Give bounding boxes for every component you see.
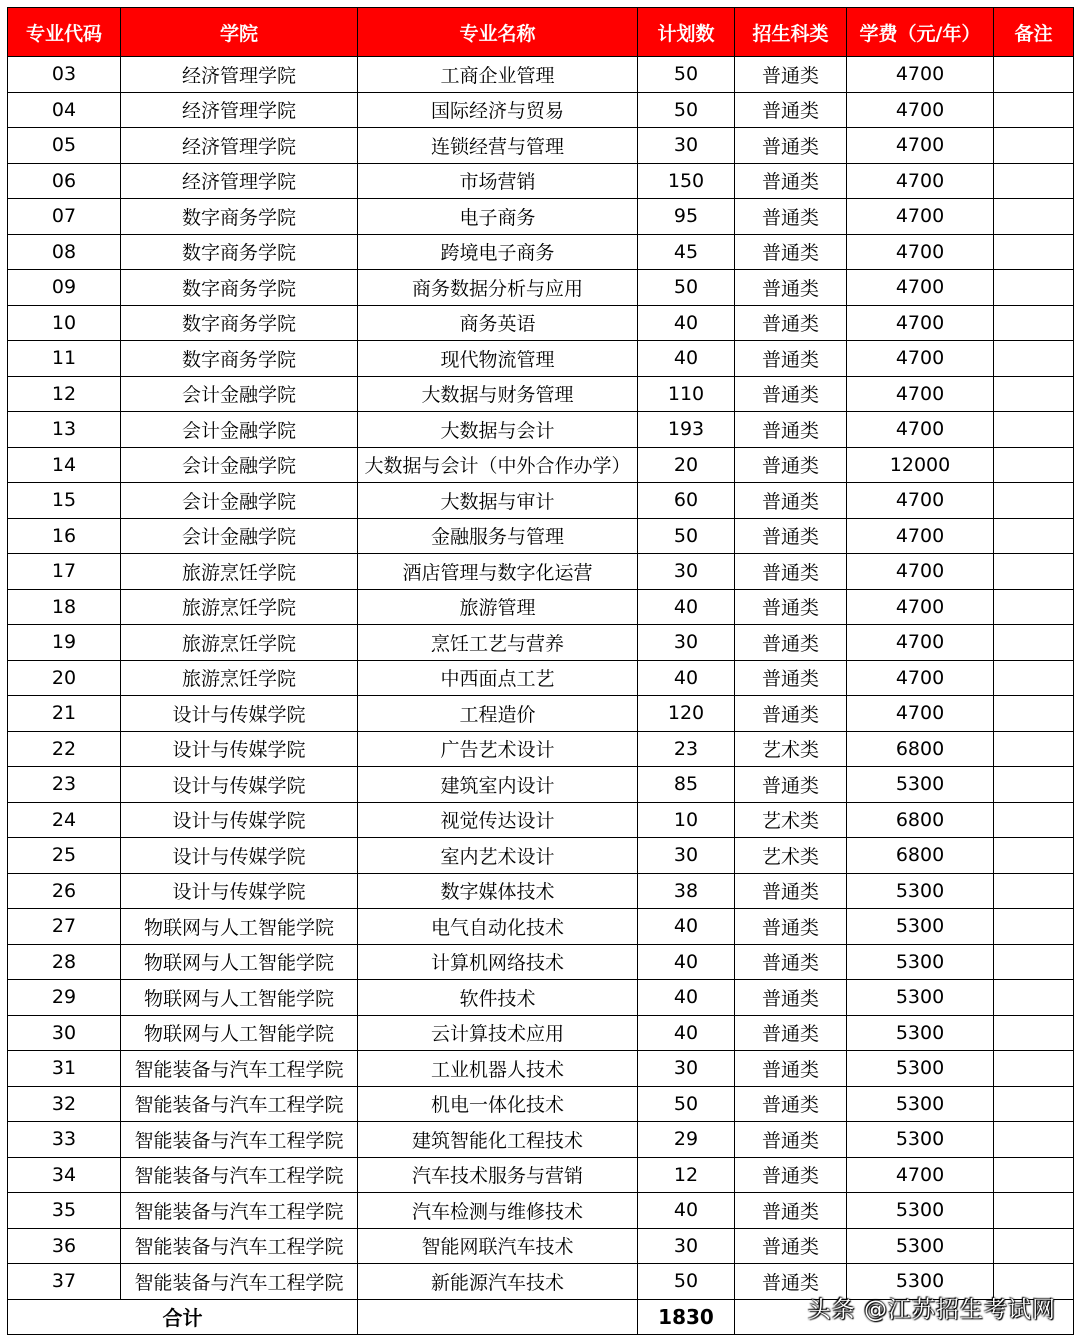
cell-college: 会计金融学院 — [121, 412, 358, 448]
cell-major-name: 商务英语 — [358, 305, 638, 341]
table-row — [8, 731, 1074, 767]
cell-category: 普通类 — [735, 873, 847, 909]
cell-remarks — [994, 518, 1074, 554]
cell-college: 旅游烹饪学院 — [121, 589, 358, 625]
cell-major-code: 26 — [8, 873, 121, 909]
cell-college: 智能装备与汽车工程学院 — [121, 1122, 358, 1158]
cell-college: 智能装备与汽车工程学院 — [121, 1264, 358, 1300]
cell-college: 经济管理学院 — [121, 57, 358, 93]
cell-major-code: 37 — [8, 1264, 121, 1300]
cell-plan-count: 60 — [638, 483, 735, 519]
cell-remarks — [994, 1228, 1074, 1264]
cell-remarks — [994, 92, 1074, 128]
cell-major-name: 中西面点工艺 — [358, 660, 638, 696]
cell-major-code: 19 — [8, 625, 121, 661]
cell-college: 设计与传媒学院 — [121, 731, 358, 767]
cell-tuition: 4700 — [847, 518, 994, 554]
cell-remarks — [994, 909, 1074, 945]
table-row — [8, 163, 1074, 199]
header-college: 学院 — [121, 8, 358, 57]
cell-plan-count: 30 — [638, 1228, 735, 1264]
cell-plan-count: 110 — [638, 376, 735, 412]
cell-plan-count: 40 — [638, 589, 735, 625]
table-header — [8, 8, 1074, 57]
table-row — [8, 767, 1074, 803]
cell-college: 设计与传媒学院 — [121, 838, 358, 874]
cell-category: 普通类 — [735, 1157, 847, 1193]
cell-major-name: 大数据与会计 — [358, 412, 638, 448]
cell-plan-count: 193 — [638, 412, 735, 448]
cell-major-name: 大数据与会计（中外合作办学） — [358, 447, 638, 483]
table-row — [8, 518, 1074, 554]
cell-tuition: 5300 — [847, 944, 994, 980]
cell-major-code: 34 — [8, 1157, 121, 1193]
header-remarks: 备注 — [994, 8, 1074, 57]
cell-major-name: 现代物流管理 — [358, 341, 638, 377]
table-row — [8, 980, 1074, 1016]
cell-college: 智能装备与汽车工程学院 — [121, 1051, 358, 1087]
cell-major-name: 商务数据分析与应用 — [358, 270, 638, 306]
table-row — [8, 1122, 1074, 1158]
cell-plan-count: 120 — [638, 696, 735, 732]
cell-tuition: 4700 — [847, 589, 994, 625]
cell-tuition: 5300 — [847, 1086, 994, 1122]
cell-major-name: 国际经济与贸易 — [358, 92, 638, 128]
cell-category: 普通类 — [735, 625, 847, 661]
table-row — [8, 944, 1074, 980]
table-row — [8, 447, 1074, 483]
table-row — [8, 483, 1074, 519]
cell-major-code: 18 — [8, 589, 121, 625]
cell-category: 普通类 — [735, 1264, 847, 1300]
cell-tuition: 4700 — [847, 483, 994, 519]
cell-plan-count: 50 — [638, 1264, 735, 1300]
cell-category: 普通类 — [735, 1086, 847, 1122]
table-row — [8, 376, 1074, 412]
total-plan-count: 1830 — [638, 1299, 735, 1335]
cell-category: 普通类 — [735, 199, 847, 235]
cell-remarks — [994, 270, 1074, 306]
cell-major-code: 08 — [8, 234, 121, 270]
cell-remarks — [994, 1122, 1074, 1158]
cell-major-name: 烹饪工艺与营养 — [358, 625, 638, 661]
cell-plan-count: 30 — [638, 1051, 735, 1087]
cell-category: 普通类 — [735, 518, 847, 554]
cell-remarks — [994, 873, 1074, 909]
cell-major-name: 大数据与审计 — [358, 483, 638, 519]
cell-major-code: 20 — [8, 660, 121, 696]
cell-major-name: 跨境电子商务 — [358, 234, 638, 270]
total-empty-cell — [358, 1299, 638, 1335]
header-major-name: 专业名称 — [358, 8, 638, 57]
cell-tuition: 12000 — [847, 447, 994, 483]
cell-major-code: 15 — [8, 483, 121, 519]
cell-plan-count: 50 — [638, 518, 735, 554]
cell-remarks — [994, 980, 1074, 1016]
cell-plan-count: 40 — [638, 660, 735, 696]
cell-major-code: 09 — [8, 270, 121, 306]
header-major-code: 专业代码 — [8, 8, 121, 57]
cell-major-name: 建筑室内设计 — [358, 767, 638, 803]
cell-major-code: 17 — [8, 554, 121, 590]
cell-college: 数字商务学院 — [121, 270, 358, 306]
table-row — [8, 1086, 1074, 1122]
cell-major-name: 汽车技术服务与营销 — [358, 1157, 638, 1193]
cell-category: 普通类 — [735, 412, 847, 448]
cell-category: 普通类 — [735, 234, 847, 270]
cell-college: 物联网与人工智能学院 — [121, 980, 358, 1016]
cell-tuition: 4700 — [847, 412, 994, 448]
cell-plan-count: 50 — [638, 92, 735, 128]
cell-remarks — [994, 1157, 1074, 1193]
cell-tuition: 4700 — [847, 57, 994, 93]
cell-remarks — [994, 1086, 1074, 1122]
cell-plan-count: 50 — [638, 270, 735, 306]
table-row — [8, 625, 1074, 661]
cell-tuition: 4700 — [847, 1157, 994, 1193]
cell-remarks — [994, 483, 1074, 519]
cell-college: 物联网与人工智能学院 — [121, 909, 358, 945]
cell-category: 普通类 — [735, 1015, 847, 1051]
cell-remarks — [994, 554, 1074, 590]
table-row — [8, 1193, 1074, 1229]
cell-category: 普通类 — [735, 1193, 847, 1229]
cell-major-code: 32 — [8, 1086, 121, 1122]
cell-major-code: 11 — [8, 341, 121, 377]
cell-major-code: 29 — [8, 980, 121, 1016]
cell-plan-count: 30 — [638, 838, 735, 874]
cell-tuition: 4700 — [847, 341, 994, 377]
cell-college: 设计与传媒学院 — [121, 767, 358, 803]
cell-major-code: 10 — [8, 305, 121, 341]
cell-category: 普通类 — [735, 163, 847, 199]
cell-tuition: 4700 — [847, 660, 994, 696]
cell-remarks — [994, 57, 1074, 93]
cell-tuition: 5300 — [847, 909, 994, 945]
cell-major-name: 软件技术 — [358, 980, 638, 1016]
cell-plan-count: 95 — [638, 199, 735, 235]
table-row — [8, 660, 1074, 696]
cell-tuition: 4700 — [847, 270, 994, 306]
cell-college: 数字商务学院 — [121, 341, 358, 377]
enrollment-plan-table — [7, 7, 1074, 1335]
cell-remarks — [994, 128, 1074, 164]
table-row — [8, 873, 1074, 909]
table-row — [8, 57, 1074, 93]
cell-remarks — [994, 1015, 1074, 1051]
cell-category: 普通类 — [735, 376, 847, 412]
cell-major-code: 35 — [8, 1193, 121, 1229]
cell-major-name: 计算机网络技术 — [358, 944, 638, 980]
cell-college: 数字商务学院 — [121, 199, 358, 235]
cell-remarks — [994, 305, 1074, 341]
cell-major-code: 25 — [8, 838, 121, 874]
cell-tuition: 5300 — [847, 1122, 994, 1158]
cell-remarks — [994, 234, 1074, 270]
cell-college: 设计与传媒学院 — [121, 802, 358, 838]
cell-plan-count: 50 — [638, 1086, 735, 1122]
cell-remarks — [994, 412, 1074, 448]
cell-major-code: 12 — [8, 376, 121, 412]
cell-remarks — [994, 696, 1074, 732]
table-row — [8, 305, 1074, 341]
cell-major-code: 05 — [8, 128, 121, 164]
cell-college: 智能装备与汽车工程学院 — [121, 1157, 358, 1193]
cell-tuition: 5300 — [847, 1264, 994, 1300]
cell-tuition: 4700 — [847, 696, 994, 732]
total-label: 合计 — [8, 1299, 358, 1335]
cell-major-name: 旅游管理 — [358, 589, 638, 625]
cell-plan-count: 30 — [638, 128, 735, 164]
cell-tuition: 4700 — [847, 163, 994, 199]
cell-major-name: 广告艺术设计 — [358, 731, 638, 767]
cell-tuition: 5300 — [847, 980, 994, 1016]
cell-category: 普通类 — [735, 696, 847, 732]
cell-major-name: 工业机器人技术 — [358, 1051, 638, 1087]
cell-college: 会计金融学院 — [121, 518, 358, 554]
cell-category: 普通类 — [735, 909, 847, 945]
table-row — [8, 909, 1074, 945]
cell-plan-count: 29 — [638, 1122, 735, 1158]
table-row — [8, 838, 1074, 874]
cell-major-name: 智能网联汽车技术 — [358, 1228, 638, 1264]
table-row — [8, 234, 1074, 270]
table-row — [8, 412, 1074, 448]
cell-category: 普通类 — [735, 660, 847, 696]
cell-major-code: 16 — [8, 518, 121, 554]
cell-major-name: 市场营销 — [358, 163, 638, 199]
cell-category: 普通类 — [735, 767, 847, 803]
cell-major-name: 工商企业管理 — [358, 57, 638, 93]
cell-major-name: 电子商务 — [358, 199, 638, 235]
cell-college: 会计金融学院 — [121, 483, 358, 519]
cell-plan-count: 150 — [638, 163, 735, 199]
cell-major-code: 03 — [8, 57, 121, 93]
cell-category: 普通类 — [735, 980, 847, 1016]
cell-college: 经济管理学院 — [121, 163, 358, 199]
cell-plan-count: 38 — [638, 873, 735, 909]
cell-college: 设计与传媒学院 — [121, 696, 358, 732]
cell-tuition: 4700 — [847, 128, 994, 164]
cell-major-code: 33 — [8, 1122, 121, 1158]
cell-tuition: 4700 — [847, 92, 994, 128]
cell-remarks — [994, 660, 1074, 696]
cell-college: 智能装备与汽车工程学院 — [121, 1228, 358, 1264]
cell-tuition: 6800 — [847, 838, 994, 874]
cell-major-name: 工程造价 — [358, 696, 638, 732]
cell-major-name: 云计算技术应用 — [358, 1015, 638, 1051]
cell-plan-count: 85 — [638, 767, 735, 803]
cell-tuition: 4700 — [847, 234, 994, 270]
cell-category: 普通类 — [735, 305, 847, 341]
cell-remarks — [994, 199, 1074, 235]
table-row — [8, 1228, 1074, 1264]
cell-plan-count: 50 — [638, 57, 735, 93]
cell-category: 艺术类 — [735, 802, 847, 838]
cell-category: 普通类 — [735, 270, 847, 306]
cell-tuition: 4700 — [847, 376, 994, 412]
cell-tuition: 4700 — [847, 625, 994, 661]
table-row — [8, 802, 1074, 838]
table-row — [8, 92, 1074, 128]
cell-category: 普通类 — [735, 1051, 847, 1087]
cell-plan-count: 12 — [638, 1157, 735, 1193]
table-row — [8, 270, 1074, 306]
cell-college: 经济管理学院 — [121, 128, 358, 164]
cell-tuition: 5300 — [847, 767, 994, 803]
cell-tuition: 6800 — [847, 802, 994, 838]
cell-major-code: 28 — [8, 944, 121, 980]
cell-tuition: 5300 — [847, 1051, 994, 1087]
cell-plan-count: 10 — [638, 802, 735, 838]
cell-major-name: 视觉传达设计 — [358, 802, 638, 838]
cell-plan-count: 40 — [638, 1015, 735, 1051]
cell-major-code: 13 — [8, 412, 121, 448]
cell-tuition: 4700 — [847, 305, 994, 341]
watermark: 头条 @江苏招生考试网 — [807, 1297, 1056, 1323]
cell-major-name: 大数据与财务管理 — [358, 376, 638, 412]
table-row — [8, 554, 1074, 590]
cell-major-code: 23 — [8, 767, 121, 803]
cell-tuition: 4700 — [847, 554, 994, 590]
cell-major-code: 31 — [8, 1051, 121, 1087]
cell-category: 普通类 — [735, 57, 847, 93]
cell-plan-count: 40 — [638, 305, 735, 341]
cell-major-code: 24 — [8, 802, 121, 838]
cell-major-code: 21 — [8, 696, 121, 732]
cell-major-name: 金融服务与管理 — [358, 518, 638, 554]
table-row — [8, 1157, 1074, 1193]
cell-category: 普通类 — [735, 447, 847, 483]
cell-remarks — [994, 802, 1074, 838]
cell-remarks — [994, 731, 1074, 767]
cell-category: 艺术类 — [735, 731, 847, 767]
cell-college: 旅游烹饪学院 — [121, 554, 358, 590]
cell-major-code: 30 — [8, 1015, 121, 1051]
cell-college: 数字商务学院 — [121, 234, 358, 270]
table-row — [8, 128, 1074, 164]
cell-major-code: 06 — [8, 163, 121, 199]
table-body — [8, 57, 1074, 1335]
cell-college: 智能装备与汽车工程学院 — [121, 1193, 358, 1229]
cell-college: 数字商务学院 — [121, 305, 358, 341]
cell-remarks — [994, 163, 1074, 199]
table-row — [8, 199, 1074, 235]
cell-tuition: 6800 — [847, 731, 994, 767]
cell-remarks — [994, 341, 1074, 377]
cell-plan-count: 40 — [638, 341, 735, 377]
cell-major-code: 36 — [8, 1228, 121, 1264]
table-row — [8, 589, 1074, 625]
cell-category: 普通类 — [735, 341, 847, 377]
cell-tuition: 5300 — [847, 1193, 994, 1229]
cell-plan-count: 20 — [638, 447, 735, 483]
cell-college: 设计与传媒学院 — [121, 873, 358, 909]
cell-major-name: 连锁经营与管理 — [358, 128, 638, 164]
cell-college: 物联网与人工智能学院 — [121, 944, 358, 980]
cell-major-code: 07 — [8, 199, 121, 235]
cell-major-name: 室内艺术设计 — [358, 838, 638, 874]
cell-remarks — [994, 767, 1074, 803]
cell-category: 普通类 — [735, 1228, 847, 1264]
cell-major-code: 27 — [8, 909, 121, 945]
cell-major-code: 14 — [8, 447, 121, 483]
header-plan-count: 计划数 — [638, 8, 735, 57]
cell-college: 会计金融学院 — [121, 376, 358, 412]
cell-remarks — [994, 838, 1074, 874]
cell-category: 普通类 — [735, 1122, 847, 1158]
cell-category: 普通类 — [735, 554, 847, 590]
cell-category: 普通类 — [735, 944, 847, 980]
cell-major-name: 建筑智能化工程技术 — [358, 1122, 638, 1158]
cell-category: 普通类 — [735, 92, 847, 128]
cell-college: 会计金融学院 — [121, 447, 358, 483]
cell-category: 艺术类 — [735, 838, 847, 874]
table-row — [8, 341, 1074, 377]
cell-category: 普通类 — [735, 128, 847, 164]
cell-category: 普通类 — [735, 589, 847, 625]
cell-plan-count: 40 — [638, 909, 735, 945]
cell-plan-count: 40 — [638, 944, 735, 980]
cell-major-code: 04 — [8, 92, 121, 128]
cell-remarks — [994, 625, 1074, 661]
cell-tuition: 5300 — [847, 1228, 994, 1264]
cell-college: 物联网与人工智能学院 — [121, 1015, 358, 1051]
cell-major-name: 电气自动化技术 — [358, 909, 638, 945]
cell-college: 智能装备与汽车工程学院 — [121, 1086, 358, 1122]
cell-tuition: 5300 — [847, 1015, 994, 1051]
cell-college: 旅游烹饪学院 — [121, 660, 358, 696]
cell-plan-count: 45 — [638, 234, 735, 270]
header-tuition: 学费（元/年） — [847, 8, 994, 57]
cell-remarks — [994, 447, 1074, 483]
table-row — [8, 1051, 1074, 1087]
table-row — [8, 1015, 1074, 1051]
cell-college: 旅游烹饪学院 — [121, 625, 358, 661]
cell-remarks — [994, 1193, 1074, 1229]
cell-major-name: 酒店管理与数字化运营 — [358, 554, 638, 590]
cell-major-name: 机电一体化技术 — [358, 1086, 638, 1122]
cell-remarks — [994, 376, 1074, 412]
cell-major-name: 汽车检测与维修技术 — [358, 1193, 638, 1229]
cell-major-code: 22 — [8, 731, 121, 767]
cell-tuition: 5300 — [847, 873, 994, 909]
table-row — [8, 696, 1074, 732]
cell-remarks — [994, 944, 1074, 980]
cell-remarks — [994, 589, 1074, 625]
cell-college: 经济管理学院 — [121, 92, 358, 128]
header-category: 招生科类 — [735, 8, 847, 57]
cell-major-name: 新能源汽车技术 — [358, 1264, 638, 1300]
cell-major-name: 数字媒体技术 — [358, 873, 638, 909]
cell-remarks — [994, 1051, 1074, 1087]
cell-plan-count: 30 — [638, 625, 735, 661]
cell-tuition: 4700 — [847, 199, 994, 235]
cell-plan-count: 23 — [638, 731, 735, 767]
cell-plan-count: 40 — [638, 980, 735, 1016]
cell-plan-count: 30 — [638, 554, 735, 590]
cell-category: 普通类 — [735, 483, 847, 519]
cell-plan-count: 40 — [638, 1193, 735, 1229]
